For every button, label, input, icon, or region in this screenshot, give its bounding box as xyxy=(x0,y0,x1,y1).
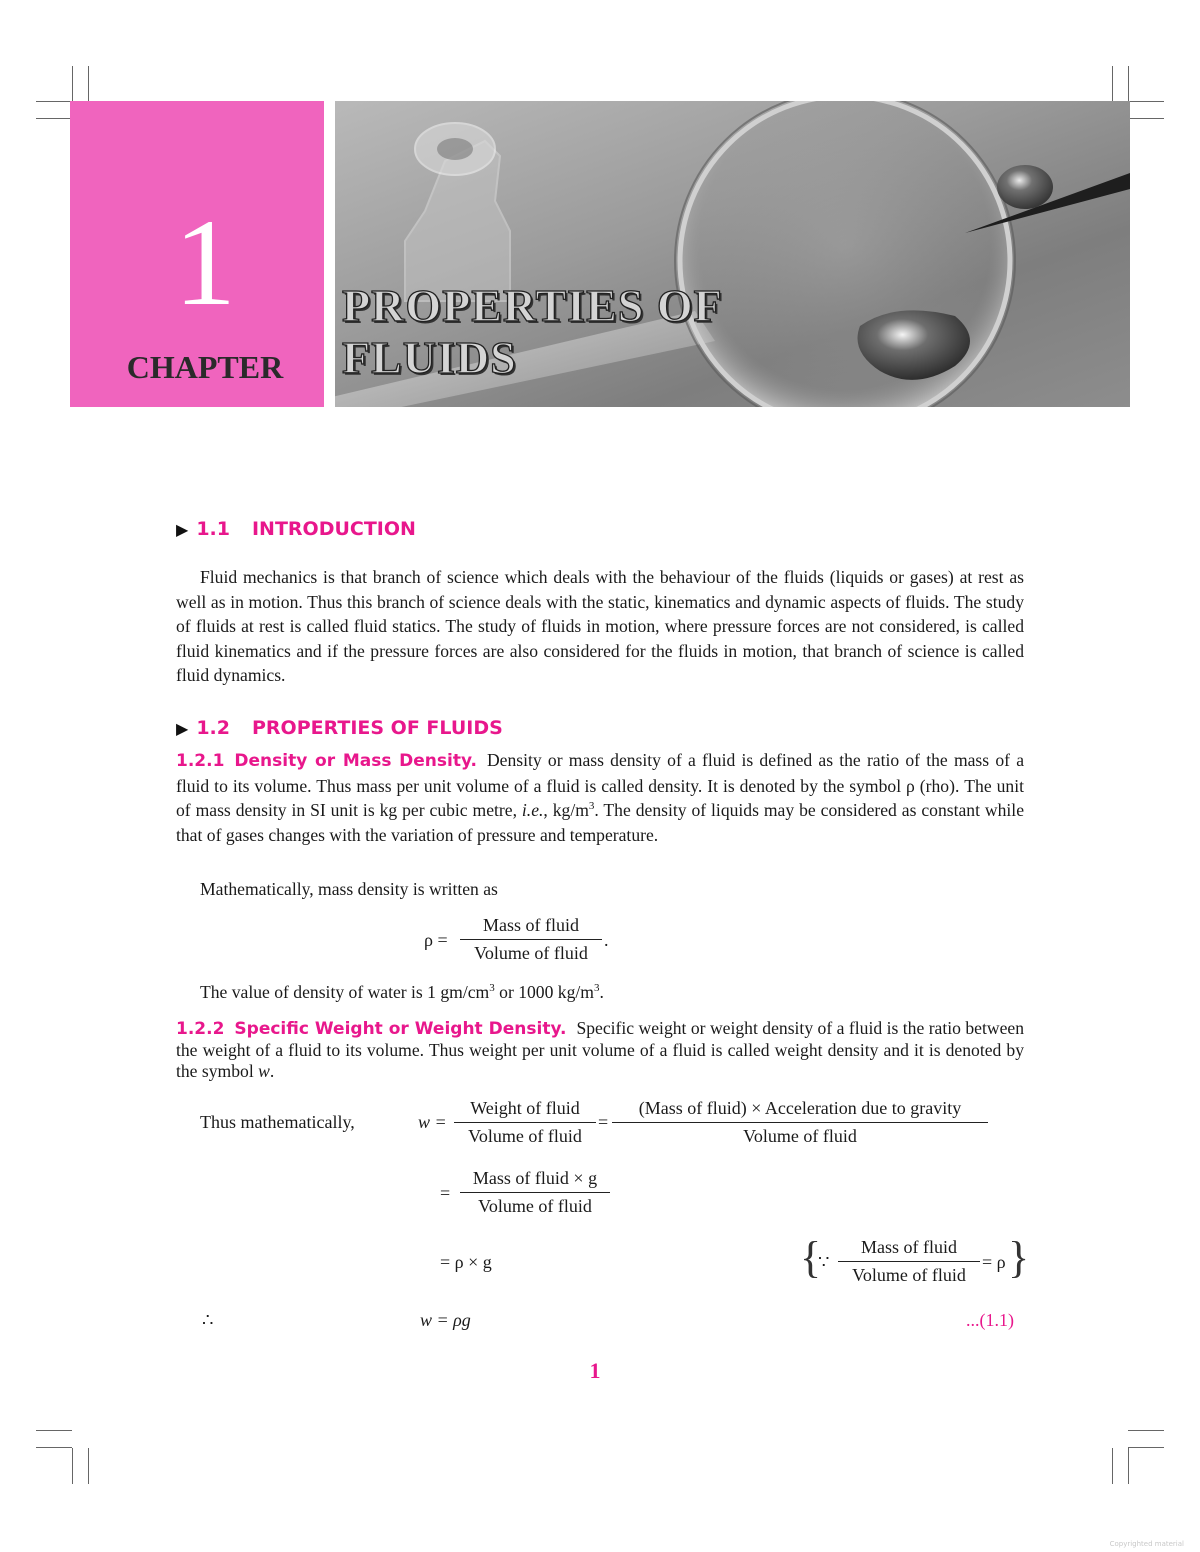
math-intro-line: Mathematically, mass density is written as xyxy=(200,879,498,899)
weight-fraction xyxy=(454,1098,596,1147)
body-text: , kg/m xyxy=(543,800,589,821)
crop-mark xyxy=(36,1447,72,1448)
crop-mark xyxy=(88,66,89,102)
fraction-denominator: Volume of fluid xyxy=(852,1265,966,1285)
fraction-numerator: Mass of fluid × g xyxy=(460,1168,610,1193)
final-equation: w = ρg xyxy=(420,1310,471,1330)
body-text: Density or mass density of a fluid is defined as the ratio of the mass of a fluid to its volume. Thus mass per unit volume of a fluid is called density. It is denoted by the symbol ρ (rho). The unit of mass density in SI unit is kg per cubic metre, xyxy=(176,750,1024,821)
section-heading-introduction xyxy=(176,518,416,540)
fraction-denominator: Volume of fluid xyxy=(474,943,588,963)
body-text: i.e. xyxy=(521,800,544,821)
subsection-heading-specific-weight xyxy=(176,1019,566,1039)
fraction-numerator: Mass of fluid xyxy=(460,915,602,940)
mass-g-fraction xyxy=(460,1168,610,1217)
rho-times-g: = ρ × g xyxy=(440,1252,492,1272)
water-density-line xyxy=(176,980,1024,1005)
thus-mathematically-label: Thus mathematically, xyxy=(200,1112,355,1132)
crop-mark xyxy=(1128,101,1164,102)
chapter-badge xyxy=(70,101,324,407)
superscript: 3 xyxy=(588,800,595,813)
crop-mark xyxy=(1128,1447,1164,1448)
because-symbol: ∵ xyxy=(818,1252,830,1272)
chapter-label: CHAPTER xyxy=(126,349,284,385)
introduction-paragraph: Fluid mechanics is that branch of science which deals with the behaviour of the fluids (liquids or gases) at rest as well as in motion. Thus this branch of science deals with the static, kinematics and dynamic aspects of fluids. The study of fluids at rest is called fluid statics. The study of fluids in motion, where pressure forces are not considered, is called fluid kinematics and if the pressure forces are also considered for the fluids in motion, that branch of science is called fluid dynamics. xyxy=(176,567,1024,686)
weight-eq-lhs: w = xyxy=(418,1112,447,1132)
play-arrow-icon: ▶ xyxy=(176,520,189,539)
subsection-number: 1.2.1 xyxy=(176,751,225,771)
body-text: The value of density of water is 1 gm/cm xyxy=(200,982,490,1002)
body-text: . The density of liquids may be considered as constant while that of gases changes with the variation of pressure and temperature. xyxy=(176,800,1024,845)
crop-mark xyxy=(36,101,72,102)
therefore-symbol: ∴ xyxy=(202,1310,214,1330)
section-title: INTRODUCTION xyxy=(251,518,416,540)
body-text: . xyxy=(269,1061,275,1081)
crop-mark xyxy=(36,118,72,119)
body-text: Specific weight or weight density of a fluid is the ratio between the weight of a fluid to its volume. Thus weight per unit volume of a fluid is called weight density and it is denoted by the symbol xyxy=(176,1018,1024,1081)
section-number: 1.1 xyxy=(196,518,230,540)
equals-sign: = xyxy=(440,1183,451,1203)
chapter-title-line: PROPERTIES OF xyxy=(342,280,723,331)
because-fraction xyxy=(838,1237,980,1286)
page-number: 1 xyxy=(589,1358,601,1383)
fraction-denominator: Volume of fluid xyxy=(743,1126,857,1146)
density-paragraph xyxy=(176,748,1024,847)
fraction-numerator: (Mass of fluid) × Acceleration due to gravity xyxy=(612,1098,988,1123)
superscript: 3 xyxy=(593,982,600,995)
right-brace: } xyxy=(1008,1233,1030,1282)
crop-mark xyxy=(72,66,73,102)
crop-mark xyxy=(1128,1448,1129,1484)
chapter-title-line: FLUIDS xyxy=(342,332,517,383)
mass-acceleration-fraction xyxy=(612,1098,988,1147)
copyright-note: Copyrighted material xyxy=(1109,1540,1184,1548)
section-title: PROPERTIES OF FLUIDS xyxy=(251,717,503,739)
chapter-title xyxy=(342,280,723,384)
fraction-denominator: Volume of fluid xyxy=(468,1126,582,1146)
crop-mark xyxy=(1128,118,1164,119)
superscript: 3 xyxy=(489,982,495,995)
crop-mark xyxy=(1112,66,1113,102)
subsection-number: 1.2.2 xyxy=(176,1019,225,1039)
fraction-numerator: Weight of fluid xyxy=(454,1098,596,1123)
crop-mark xyxy=(72,1448,73,1484)
density-eq-lhs: ρ = xyxy=(424,930,448,950)
left-brace: { xyxy=(800,1233,822,1282)
crop-mark xyxy=(36,1430,72,1431)
specific-weight-paragraph xyxy=(176,1018,1024,1082)
body-text: or 1000 kg/m xyxy=(494,982,594,1002)
subsection-heading-density xyxy=(176,751,477,771)
crop-mark xyxy=(1112,1448,1113,1484)
body-text: . xyxy=(599,982,604,1002)
crop-mark xyxy=(88,1448,89,1484)
crop-mark xyxy=(1128,66,1129,102)
fraction-denominator: Volume of fluid xyxy=(478,1196,592,1216)
density-fraction xyxy=(460,915,602,964)
play-arrow-icon: ▶ xyxy=(176,719,189,738)
crop-mark xyxy=(1128,1430,1164,1431)
symbol-w: w xyxy=(258,1061,270,1081)
fraction-numerator: Mass of fluid xyxy=(838,1237,980,1262)
chapter-number: 1 xyxy=(174,194,236,331)
equals-sign: = xyxy=(598,1112,609,1132)
subsection-title: Density or Mass Density. xyxy=(234,751,477,771)
section-heading-properties xyxy=(176,717,503,739)
section-number: 1.2 xyxy=(196,717,230,739)
subsection-title: Specific Weight or Weight Density. xyxy=(234,1019,567,1039)
because-rhs: = ρ xyxy=(982,1252,1006,1272)
density-eq-end: . xyxy=(604,930,609,950)
equation-label: ...(1.1) xyxy=(966,1310,1014,1330)
